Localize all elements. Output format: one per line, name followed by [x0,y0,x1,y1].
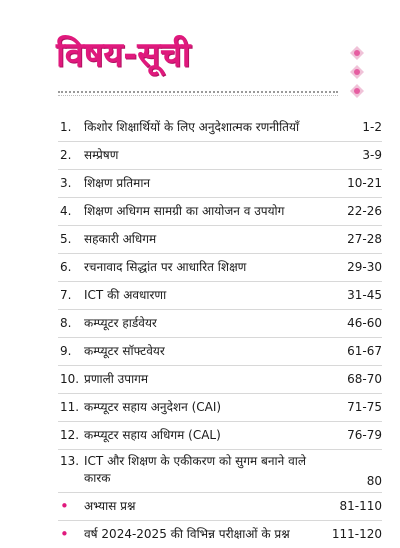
toc-row[interactable] [58,114,382,142]
toc-page: 31-45 [347,288,382,302]
diamond-icon [350,65,364,79]
toc-text: सहकारी अधिगम [84,232,157,246]
toc-number: 10. [60,372,80,386]
toc-number: 5. [60,232,72,246]
toc-row[interactable] [58,450,382,493]
toc-row[interactable] [58,198,382,226]
toc-text: प्रणाली उपागम [84,372,149,386]
toc-page: 27-28 [347,232,382,246]
toc-number: 8. [60,316,72,330]
toc-row[interactable] [58,366,382,394]
toc-page: 71-75 [347,400,382,414]
toc-row[interactable] [58,394,382,422]
table-of-contents [58,114,382,548]
toc-row[interactable] [58,282,382,310]
bullet-icon: • [60,497,69,515]
toc-text: कम्प्यूटर सॉफ्टवेयर [84,344,165,358]
toc-page: 61-67 [347,344,382,358]
toc-number: 13. [60,454,80,468]
toc-page: 76-79 [347,428,382,442]
title-underline-secondary [58,95,338,96]
diamond-icon [350,46,364,60]
toc-page: 3-9 [362,148,382,162]
toc-row-extra[interactable] [58,493,382,521]
toc-page: 10-21 [347,176,382,190]
toc-number: 4. [60,204,72,218]
page-title: विषय-सूची [56,35,191,75]
toc-row[interactable] [58,142,382,170]
toc-text: किशोर शिक्षार्थियों के लिए अनुदेशात्मक रणनीतियाँ [84,120,300,134]
toc-text: शिक्षण अधिगम सामग्री का आयोजन व उपयोग [84,204,285,218]
toc-page: 81-110 [339,499,382,513]
toc-row[interactable] [58,310,382,338]
bullet-icon: • [60,525,69,543]
toc-row[interactable] [58,338,382,366]
toc-page: 1-2 [362,120,382,134]
toc-text: कम्प्यूटर हार्डवेयर [84,316,157,330]
toc-row[interactable] [58,422,382,450]
title-underline [58,91,338,93]
toc-text: कम्प्यूटर सहाय अनुदेशन (CAI) [84,400,222,414]
diamond-icon [350,84,364,98]
toc-text: शिक्षण प्रतिमान [84,176,151,190]
toc-text: ICT की अवधारणा [84,288,167,302]
toc-page: 68-70 [347,372,382,386]
toc-page: 80 [366,474,382,488]
toc-number: 12. [60,428,80,442]
toc-page: 22-26 [347,204,382,218]
toc-number: 2. [60,148,72,162]
toc-text: ICT और शिक्षण के एकीकरण को सुगम बनाने वाले कारक [84,454,307,485]
toc-number: 7. [60,288,72,302]
toc-text: कम्प्यूटर सहाय अधिगम (CAL) [84,428,221,442]
toc-row[interactable] [58,170,382,198]
toc-number: 9. [60,344,72,358]
toc-text: वर्ष 2024-2025 की विभिन्न परीक्षाओं के प्रश्न [84,527,290,541]
diamond-ornament-icon [350,46,366,103]
toc-page: 29-30 [347,260,382,274]
toc-number: 11. [60,400,80,414]
toc-page: 46-60 [347,316,382,330]
toc-page: 111-120 [331,527,382,541]
toc-text: अभ्यास प्रश्न [84,499,136,513]
toc-text: सम्प्रेषण [84,148,119,162]
toc-number: 6. [60,260,72,274]
toc-row[interactable] [58,226,382,254]
toc-row-extra[interactable] [58,521,382,548]
toc-text: रचनावाद सिद्धांत पर आधारित शिक्षण [84,260,247,274]
toc-number: 3. [60,176,72,190]
toc-number: 1. [60,120,72,134]
toc-row[interactable] [58,254,382,282]
